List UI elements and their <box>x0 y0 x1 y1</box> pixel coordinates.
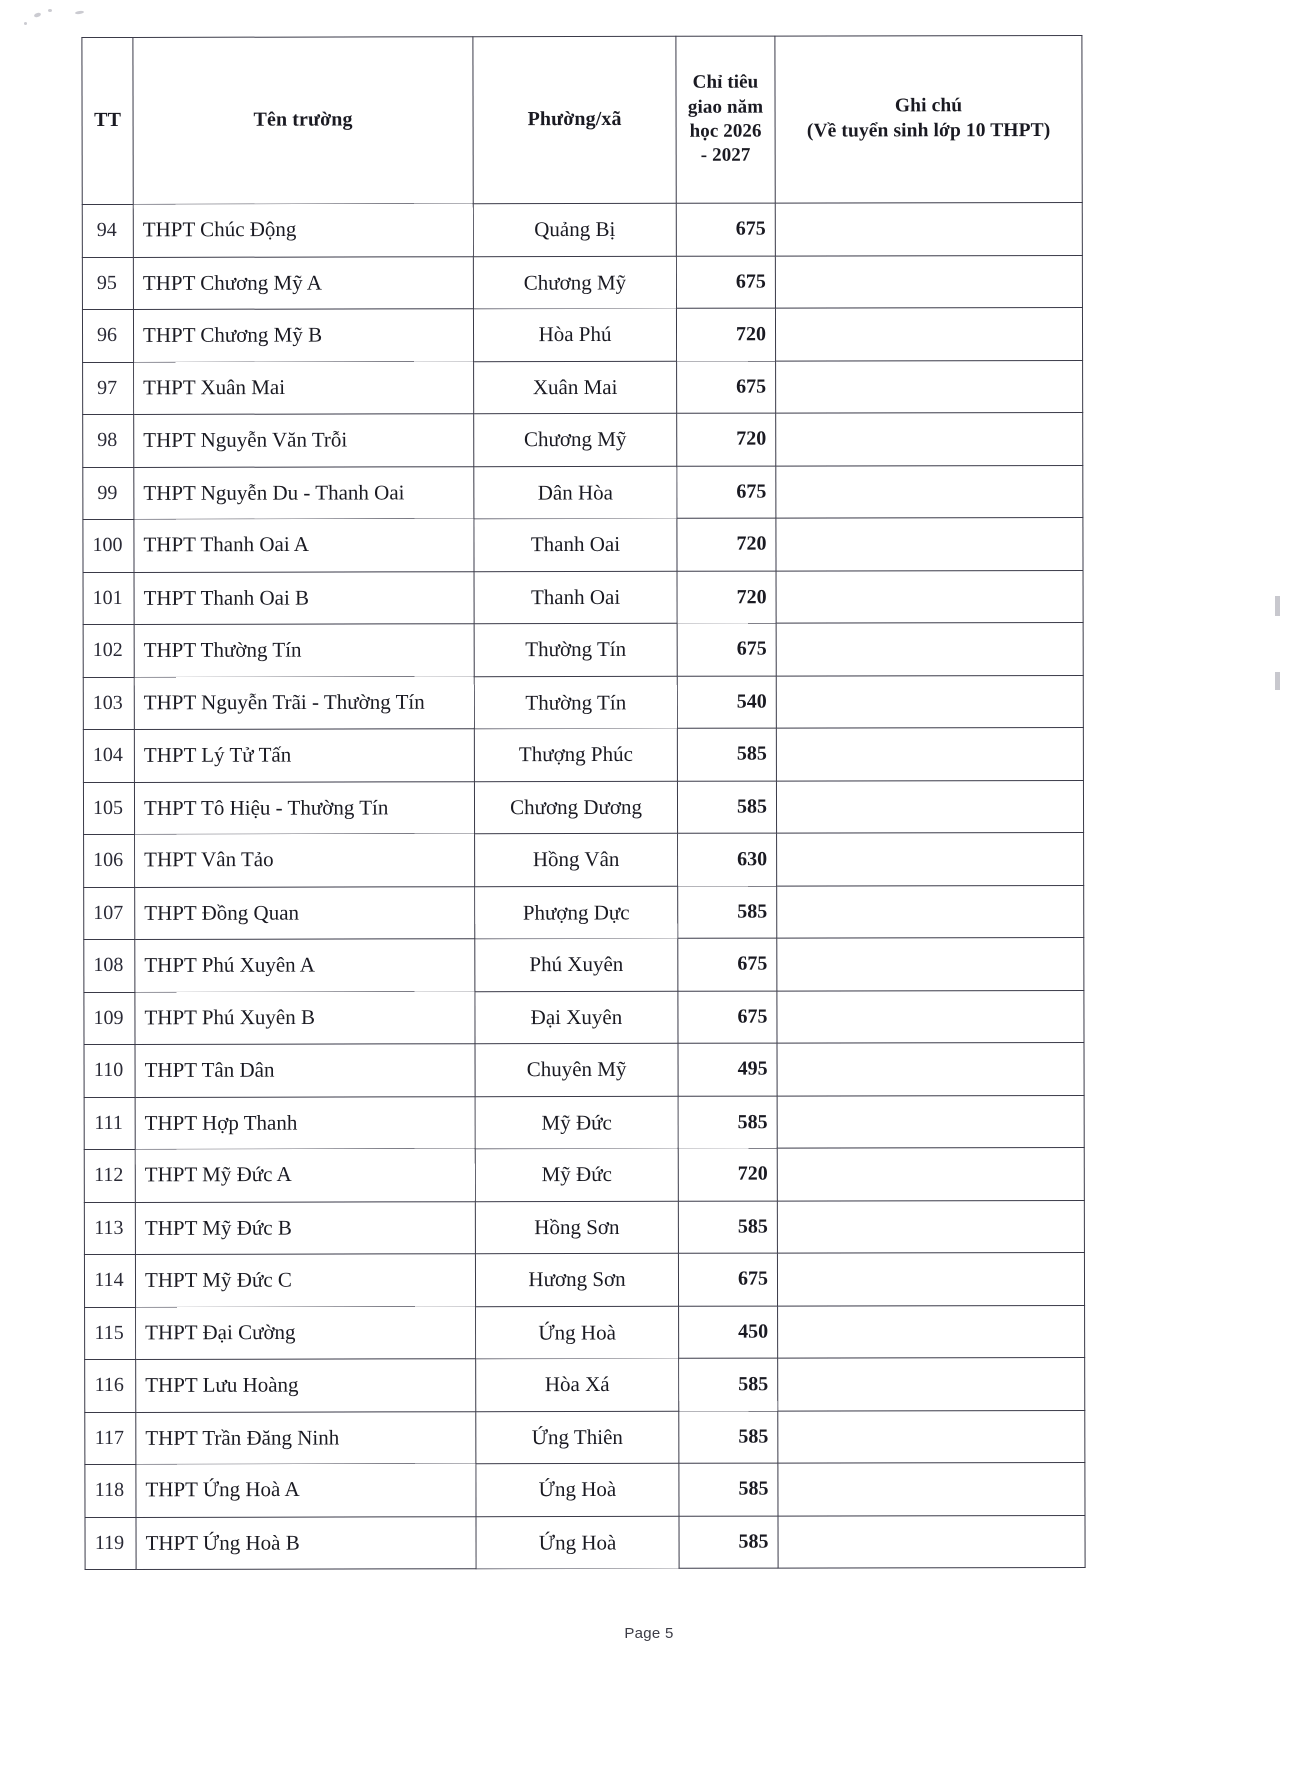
cell-note <box>777 1095 1084 1148</box>
column-header-quota <box>676 36 775 203</box>
cell-tt: 118 <box>85 1464 136 1517</box>
scan-artifact <box>48 9 52 12</box>
cell-note <box>778 1357 1085 1410</box>
cell-quota: 495 <box>678 1043 777 1096</box>
cell-tt: 94 <box>82 204 133 257</box>
cell-tt: 112 <box>84 1149 135 1202</box>
table-row <box>85 1410 1085 1465</box>
cell-school-name: THPT Vân Tảo <box>135 833 475 886</box>
cell-school-name: THPT Lưu Hoàng <box>136 1359 476 1412</box>
table-header-row <box>82 35 1082 204</box>
table-row <box>85 1462 1085 1517</box>
column-header-quota-line-1: Chỉ tiêu <box>692 72 759 94</box>
table-row <box>84 937 1084 992</box>
cell-tt: 97 <box>83 362 134 415</box>
cell-school-name: THPT Thường Tín <box>134 624 474 677</box>
cell-note <box>775 255 1082 308</box>
cell-quota: 450 <box>679 1306 778 1359</box>
table-row <box>84 1042 1084 1097</box>
table-row <box>85 1515 1085 1570</box>
school-quota-table <box>81 35 1085 1570</box>
cell-note <box>778 1515 1085 1568</box>
cell-note <box>777 937 1084 990</box>
cell-school-name: THPT Thanh Oai A <box>134 518 474 571</box>
cell-school-name: THPT Tân Dân <box>135 1044 475 1097</box>
cell-quota: 585 <box>677 728 776 781</box>
cell-note <box>777 1252 1084 1305</box>
cell-quota: 720 <box>678 1148 777 1201</box>
cell-quota: 630 <box>678 834 777 887</box>
cell-ward: Mỹ Đức <box>475 1096 678 1149</box>
cell-school-name: THPT Xuân Mai <box>134 361 474 414</box>
cell-quota: 720 <box>677 413 776 466</box>
cell-tt: 114 <box>84 1254 135 1307</box>
column-header-ward: Phường/xã <box>473 36 676 203</box>
cell-ward: Ứng Hoà <box>476 1306 679 1359</box>
cell-tt: 103 <box>83 677 134 730</box>
cell-note <box>776 412 1083 465</box>
cell-quota: 675 <box>676 256 775 309</box>
cell-tt: 109 <box>84 992 135 1045</box>
scan-artifact <box>34 12 42 18</box>
cell-ward: Chuyên Mỹ <box>475 1043 678 1096</box>
cell-tt: 99 <box>83 467 134 520</box>
cell-ward: Ứng Thiên <box>476 1411 679 1464</box>
column-header-tt: TT <box>82 37 133 204</box>
cell-ward: Quảng Bị <box>473 203 676 256</box>
cell-quota: 585 <box>679 1516 778 1569</box>
cell-school-name: THPT Thanh Oai B <box>134 571 474 624</box>
cell-note <box>775 307 1082 360</box>
cell-quota: 585 <box>678 1201 777 1254</box>
cell-note <box>775 202 1082 255</box>
cell-tt: 110 <box>84 1044 135 1097</box>
cell-school-name: THPT Ứng Hoà A <box>136 1463 476 1516</box>
cell-note <box>777 1042 1084 1095</box>
cell-school-name: THPT Nguyễn Du - Thanh Oai <box>134 466 474 519</box>
cell-note <box>776 465 1083 518</box>
table-body <box>82 202 1085 1569</box>
cell-school-name: THPT Phú Xuyên B <box>135 991 475 1044</box>
table-row <box>82 202 1082 257</box>
cell-tt: 95 <box>82 257 133 310</box>
cell-ward: Ứng Hoà <box>476 1463 679 1516</box>
cell-tt: 105 <box>83 782 134 835</box>
cell-quota: 675 <box>678 938 777 991</box>
cell-school-name: THPT Tô Hiệu - Thường Tín <box>134 781 474 834</box>
cell-school-name: THPT Hợp Thanh <box>135 1096 475 1149</box>
cell-ward: Chương Dương <box>474 781 677 834</box>
cell-ward: Phú Xuyên <box>475 938 678 991</box>
table-row <box>82 255 1082 310</box>
cell-note <box>776 727 1083 780</box>
cell-ward: Phượng Dực <box>475 886 678 939</box>
cell-tt: 116 <box>85 1359 136 1412</box>
cell-quota: 540 <box>677 676 776 729</box>
table-row <box>83 727 1083 782</box>
cell-quota: 585 <box>679 1359 778 1412</box>
table-row <box>85 1357 1085 1412</box>
cell-school-name: THPT Đồng Quan <box>135 886 475 939</box>
scan-artifact <box>75 10 84 14</box>
cell-note <box>777 885 1084 938</box>
column-header-quota-line-3: học 2026 - <box>689 120 762 167</box>
cell-quota: 585 <box>679 1463 778 1516</box>
cell-quota: 720 <box>676 309 775 362</box>
table-row <box>82 307 1082 362</box>
table-row <box>84 1147 1084 1202</box>
cell-ward: Chương Mỹ <box>474 413 677 466</box>
cell-school-name: THPT Nguyễn Trãi - Thường Tín <box>134 676 474 729</box>
cell-ward: Dân Hòa <box>474 466 677 519</box>
cell-tt: 115 <box>85 1307 136 1360</box>
scan-edge-mark <box>1275 672 1280 690</box>
column-header-quota-line-2: giao năm <box>687 96 764 118</box>
cell-note <box>776 780 1083 833</box>
cell-school-name: THPT Chương Mỹ A <box>133 256 473 309</box>
cell-tt: 117 <box>85 1412 136 1465</box>
cell-tt: 101 <box>83 572 134 625</box>
cell-quota: 675 <box>677 466 776 519</box>
cell-tt: 102 <box>83 624 134 677</box>
cell-quota: 675 <box>677 623 776 676</box>
table-row <box>83 517 1083 572</box>
table-row <box>83 360 1083 415</box>
cell-ward: Thanh Oai <box>474 518 677 571</box>
cell-ward: Hương Sơn <box>475 1253 678 1306</box>
cell-ward: Thường Tín <box>474 676 677 729</box>
cell-school-name: THPT Ứng Hoà B <box>136 1516 476 1569</box>
column-header-quota-line-4: 2027 <box>712 144 751 167</box>
cell-quota: 585 <box>678 886 777 939</box>
cell-note <box>778 1305 1085 1358</box>
scan-edge-mark <box>1275 596 1280 616</box>
table-row <box>83 622 1083 677</box>
column-header-note <box>775 35 1082 203</box>
cell-tt: 119 <box>85 1517 136 1570</box>
cell-quota: 675 <box>677 361 776 414</box>
cell-school-name: THPT Chương Mỹ B <box>133 309 473 362</box>
cell-note <box>776 622 1083 675</box>
cell-tt: 111 <box>84 1097 135 1150</box>
cell-quota: 720 <box>677 518 776 571</box>
table-row <box>84 885 1084 940</box>
table-row <box>83 465 1083 520</box>
cell-quota: 675 <box>678 1253 777 1306</box>
cell-quota: 675 <box>676 203 775 256</box>
table-row <box>85 1305 1085 1360</box>
cell-quota: 720 <box>677 571 776 624</box>
table-row <box>84 1252 1084 1307</box>
cell-school-name: THPT Mỹ Đức B <box>135 1201 475 1254</box>
cell-ward: Thượng Phúc <box>474 728 677 781</box>
school-quota-table-container <box>83 36 1083 1569</box>
cell-tt: 107 <box>84 887 135 940</box>
table-row <box>83 675 1083 730</box>
table-header <box>82 35 1082 204</box>
cell-note <box>777 1200 1084 1253</box>
cell-tt: 108 <box>84 939 135 992</box>
cell-tt: 100 <box>83 519 134 572</box>
table-row <box>84 1200 1084 1255</box>
table-row <box>84 990 1084 1045</box>
table-row <box>83 412 1083 467</box>
table-row <box>83 570 1083 625</box>
cell-note <box>777 1147 1084 1200</box>
cell-ward: Đại Xuyên <box>475 991 678 1044</box>
scan-artifact <box>24 22 27 25</box>
cell-ward: Thường Tín <box>474 623 677 676</box>
cell-ward: Hòa Phú <box>473 308 676 361</box>
cell-ward: Ứng Hoà <box>476 1516 679 1569</box>
cell-note <box>776 675 1083 728</box>
cell-note <box>776 360 1083 413</box>
cell-quota: 675 <box>678 991 777 1044</box>
cell-note <box>776 517 1083 570</box>
cell-ward: Hòa Xá <box>476 1358 679 1411</box>
column-header-note-line-2: (Về tuyển sinh lớp 10 THPT) <box>806 120 1051 142</box>
page-footer: Page 5 <box>624 1625 674 1642</box>
cell-note <box>778 1410 1085 1463</box>
cell-note <box>778 1462 1085 1515</box>
cell-tt: 104 <box>83 729 134 782</box>
cell-school-name: THPT Trần Đăng Ninh <box>136 1411 476 1464</box>
cell-quota: 585 <box>677 781 776 834</box>
cell-ward: Chương Mỹ <box>473 256 676 309</box>
cell-note <box>776 570 1083 623</box>
cell-school-name: THPT Mỹ Đức A <box>135 1148 475 1201</box>
cell-school-name: THPT Nguyễn Văn Trỗi <box>134 414 474 467</box>
cell-school-name: THPT Phú Xuyên A <box>135 939 475 992</box>
column-header-school-name: Tên trường <box>133 37 473 205</box>
cell-tt: 113 <box>84 1202 135 1255</box>
cell-school-name: THPT Lý Tử Tấn <box>134 729 474 782</box>
cell-ward: Hồng Vân <box>475 833 678 886</box>
cell-tt: 96 <box>82 309 133 362</box>
cell-school-name: THPT Mỹ Đức C <box>135 1254 475 1307</box>
cell-ward: Hồng Sơn <box>475 1201 678 1254</box>
table-row <box>84 832 1084 887</box>
cell-tt: 106 <box>84 834 135 887</box>
table-row <box>84 1095 1084 1150</box>
cell-ward: Thanh Oai <box>474 571 677 624</box>
cell-quota: 585 <box>679 1411 778 1464</box>
table-row <box>83 780 1083 835</box>
cell-school-name: THPT Chúc Động <box>133 203 473 256</box>
cell-ward: Xuân Mai <box>474 361 677 414</box>
column-header-note-line-1: Ghi chú <box>894 95 963 117</box>
cell-quota: 585 <box>678 1096 777 1149</box>
cell-tt: 98 <box>83 414 134 467</box>
cell-note <box>777 832 1084 885</box>
cell-school-name: THPT Đại Cường <box>136 1306 476 1359</box>
cell-note <box>777 990 1084 1043</box>
cell-ward: Mỹ Đức <box>475 1148 678 1201</box>
